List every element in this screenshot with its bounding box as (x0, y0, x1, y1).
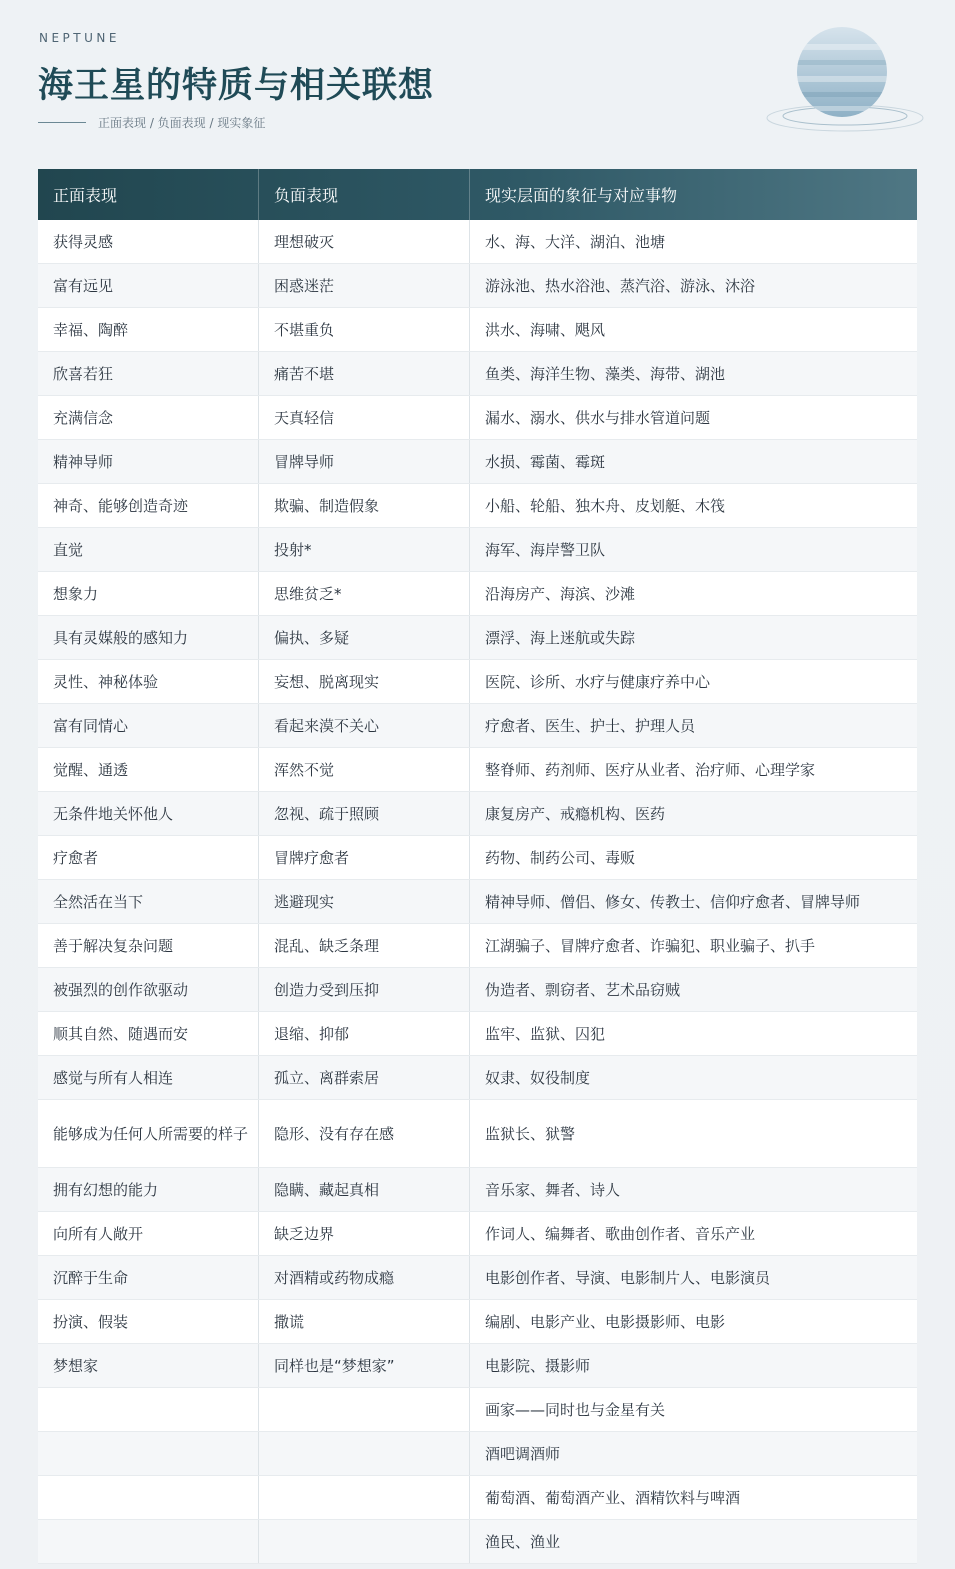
cell-negative: 忽视、疏于照顾 (259, 792, 470, 835)
page-title: 海王星的特质与相关联想 (38, 66, 435, 106)
cell-positive: 扮演、假装 (38, 1300, 259, 1343)
cell-symbols: 作词人、编舞者、歌曲创作者、音乐产业 (470, 1212, 917, 1255)
table-row (38, 440, 917, 484)
table-row (38, 1520, 917, 1564)
cell-negative: 思维贫乏* (259, 572, 470, 615)
table-row (38, 1212, 917, 1256)
cell-symbols: 渔民、渔业 (470, 1520, 917, 1563)
table-row (38, 748, 917, 792)
cell-positive: 直觉 (38, 528, 259, 571)
cell-positive: 沉醉于生命 (38, 1256, 259, 1299)
cell-symbols: 画家——同时也与金星有关 (470, 1388, 917, 1431)
cell-symbols: 监狱长、狱警 (470, 1100, 917, 1167)
table-row (38, 1344, 917, 1388)
cell-negative: 冒牌导师 (259, 440, 470, 483)
table-row (38, 1056, 917, 1100)
traits-table (38, 169, 917, 1564)
column-header-positive: 正面表现 (38, 169, 259, 220)
table-row (38, 616, 917, 660)
neptune-planet-icon (760, 20, 930, 145)
table-row (38, 264, 917, 308)
cell-positive: 被强烈的创作欲驱动 (38, 968, 259, 1011)
table-row (38, 220, 917, 264)
table-row (38, 836, 917, 880)
cell-symbols: 漂浮、海上迷航或失踪 (470, 616, 917, 659)
cell-symbols: 葡萄酒、葡萄酒产业、酒精饮料与啤酒 (470, 1476, 917, 1519)
cell-positive (38, 1476, 259, 1519)
cell-negative (259, 1520, 470, 1563)
cell-negative: 不堪重负 (259, 308, 470, 351)
table-row (38, 924, 917, 968)
cell-positive: 幸福、陶醉 (38, 308, 259, 351)
cell-negative: 妄想、脱离现实 (259, 660, 470, 703)
cell-symbols: 小船、轮船、独木舟、皮划艇、木筏 (470, 484, 917, 527)
cell-symbols: 漏水、溺水、供水与排水管道问题 (470, 396, 917, 439)
cell-positive: 想象力 (38, 572, 259, 615)
cell-negative: 隐瞒、藏起真相 (259, 1168, 470, 1211)
cell-positive: 无条件地关怀他人 (38, 792, 259, 835)
cell-symbols: 水损、霉菌、霉斑 (470, 440, 917, 483)
cell-positive (38, 1432, 259, 1475)
cell-positive (38, 1520, 259, 1563)
cell-negative: 孤立、离群索居 (259, 1056, 470, 1099)
page-header (0, 0, 955, 170)
cell-negative: 创造力受到压抑 (259, 968, 470, 1011)
cell-positive: 能够成为任何人所需要的样子 (38, 1100, 259, 1167)
cell-negative (259, 1388, 470, 1431)
cell-symbols: 药物、制药公司、毒贩 (470, 836, 917, 879)
table-row (38, 396, 917, 440)
subtitle-line (38, 114, 265, 131)
cell-symbols: 编剧、电影产业、电影摄影师、电影 (470, 1300, 917, 1343)
cell-negative: 困惑迷茫 (259, 264, 470, 307)
table-row (38, 528, 917, 572)
cell-symbols: 医院、诊所、水疗与健康疗养中心 (470, 660, 917, 703)
cell-negative: 看起来漠不关心 (259, 704, 470, 747)
cell-positive: 梦想家 (38, 1344, 259, 1387)
table-row (38, 792, 917, 836)
cell-positive: 顺其自然、随遇而安 (38, 1012, 259, 1055)
table-row (38, 1012, 917, 1056)
table-row (38, 968, 917, 1012)
cell-positive: 全然活在当下 (38, 880, 259, 923)
cell-positive: 富有远见 (38, 264, 259, 307)
table-row (38, 572, 917, 616)
cell-negative (259, 1476, 470, 1519)
cell-positive: 具有灵媒般的感知力 (38, 616, 259, 659)
cell-negative: 偏执、多疑 (259, 616, 470, 659)
cell-symbols: 疗愈者、医生、护士、护理人员 (470, 704, 917, 747)
table-row (38, 1476, 917, 1520)
breadcrumb: 正面表现 / 负面表现 / 现实象征 (98, 116, 266, 130)
cell-symbols: 精神导师、僧侣、修女、传教士、信仰疗愈者、冒牌导师 (470, 880, 917, 923)
cell-symbols: 电影院、摄影师 (470, 1344, 917, 1387)
cell-symbols: 鱼类、海洋生物、藻类、海带、湖池 (470, 352, 917, 395)
cell-negative: 痛苦不堪 (259, 352, 470, 395)
cell-positive: 灵性、神秘体验 (38, 660, 259, 703)
cell-positive: 善于解决复杂问题 (38, 924, 259, 967)
cell-positive: 觉醒、通透 (38, 748, 259, 791)
cell-symbols: 游泳池、热水浴池、蒸汽浴、游泳、沐浴 (470, 264, 917, 307)
cell-symbols: 洪水、海啸、飓风 (470, 308, 917, 351)
cell-symbols: 酒吧调酒师 (470, 1432, 917, 1475)
cell-positive: 获得灵感 (38, 220, 259, 263)
cell-symbols: 电影创作者、导演、电影制片人、电影演员 (470, 1256, 917, 1299)
cell-negative: 理想破灭 (259, 220, 470, 263)
cell-positive: 感觉与所有人相连 (38, 1056, 259, 1099)
table-row (38, 484, 917, 528)
cell-positive (38, 1388, 259, 1431)
cell-negative: 混乱、缺乏条理 (259, 924, 470, 967)
column-header-symbols: 现实层面的象征与对应事物 (485, 186, 678, 205)
cell-negative: 逃避现实 (259, 880, 470, 923)
table-header (38, 169, 917, 220)
table-row (38, 660, 917, 704)
cell-symbols: 伪造者、剽窃者、艺术品窃贼 (470, 968, 917, 1011)
cell-negative: 缺乏边界 (259, 1212, 470, 1255)
cell-symbols: 江湖骗子、冒牌疗愈者、诈骗犯、职业骗子、扒手 (470, 924, 917, 967)
cell-positive: 精神导师 (38, 440, 259, 483)
cell-negative: 隐形、没有存在感 (259, 1100, 470, 1167)
cell-negative: 对酒精或药物成瘾 (259, 1256, 470, 1299)
table-row (38, 1168, 917, 1212)
divider (38, 122, 86, 123)
eyebrow-label: NEPTUNE (39, 31, 120, 45)
cell-negative: 退缩、抑郁 (259, 1012, 470, 1055)
cell-symbols: 水、海、大洋、湖泊、池塘 (470, 220, 917, 263)
table-row (38, 1300, 917, 1344)
cell-positive: 富有同情心 (38, 704, 259, 747)
table-row (38, 1388, 917, 1432)
cell-positive: 拥有幻想的能力 (38, 1168, 259, 1211)
table-row (38, 308, 917, 352)
cell-negative: 同样也是“梦想家” (259, 1344, 470, 1387)
cell-symbols: 音乐家、舞者、诗人 (470, 1168, 917, 1211)
column-header-negative: 负面表现 (259, 169, 470, 220)
table-row (38, 704, 917, 748)
cell-positive: 神奇、能够创造奇迹 (38, 484, 259, 527)
cell-symbols: 奴隶、奴役制度 (470, 1056, 917, 1099)
cell-symbols: 整脊师、药剂师、医疗从业者、治疗师、心理学家 (470, 748, 917, 791)
cell-negative: 天真轻信 (259, 396, 470, 439)
cell-negative: 投射* (259, 528, 470, 571)
cell-positive: 欣喜若狂 (38, 352, 259, 395)
cell-symbols: 监牢、监狱、囚犯 (470, 1012, 917, 1055)
cell-negative: 浑然不觉 (259, 748, 470, 791)
table-row (38, 352, 917, 396)
cell-positive: 疗愈者 (38, 836, 259, 879)
cell-positive: 充满信念 (38, 396, 259, 439)
table-row (38, 1100, 917, 1168)
cell-symbols: 沿海房产、海滨、沙滩 (470, 572, 917, 615)
cell-negative: 欺骗、制造假象 (259, 484, 470, 527)
table-body (38, 220, 917, 1564)
cell-symbols: 海军、海岸警卫队 (470, 528, 917, 571)
table-row (38, 1256, 917, 1300)
table-row (38, 1432, 917, 1476)
cell-negative: 撒谎 (259, 1300, 470, 1343)
cell-negative (259, 1432, 470, 1475)
cell-symbols: 康复房产、戒瘾机构、医药 (470, 792, 917, 835)
cell-negative: 冒牌疗愈者 (259, 836, 470, 879)
table-row (38, 880, 917, 924)
cell-positive: 向所有人敞开 (38, 1212, 259, 1255)
